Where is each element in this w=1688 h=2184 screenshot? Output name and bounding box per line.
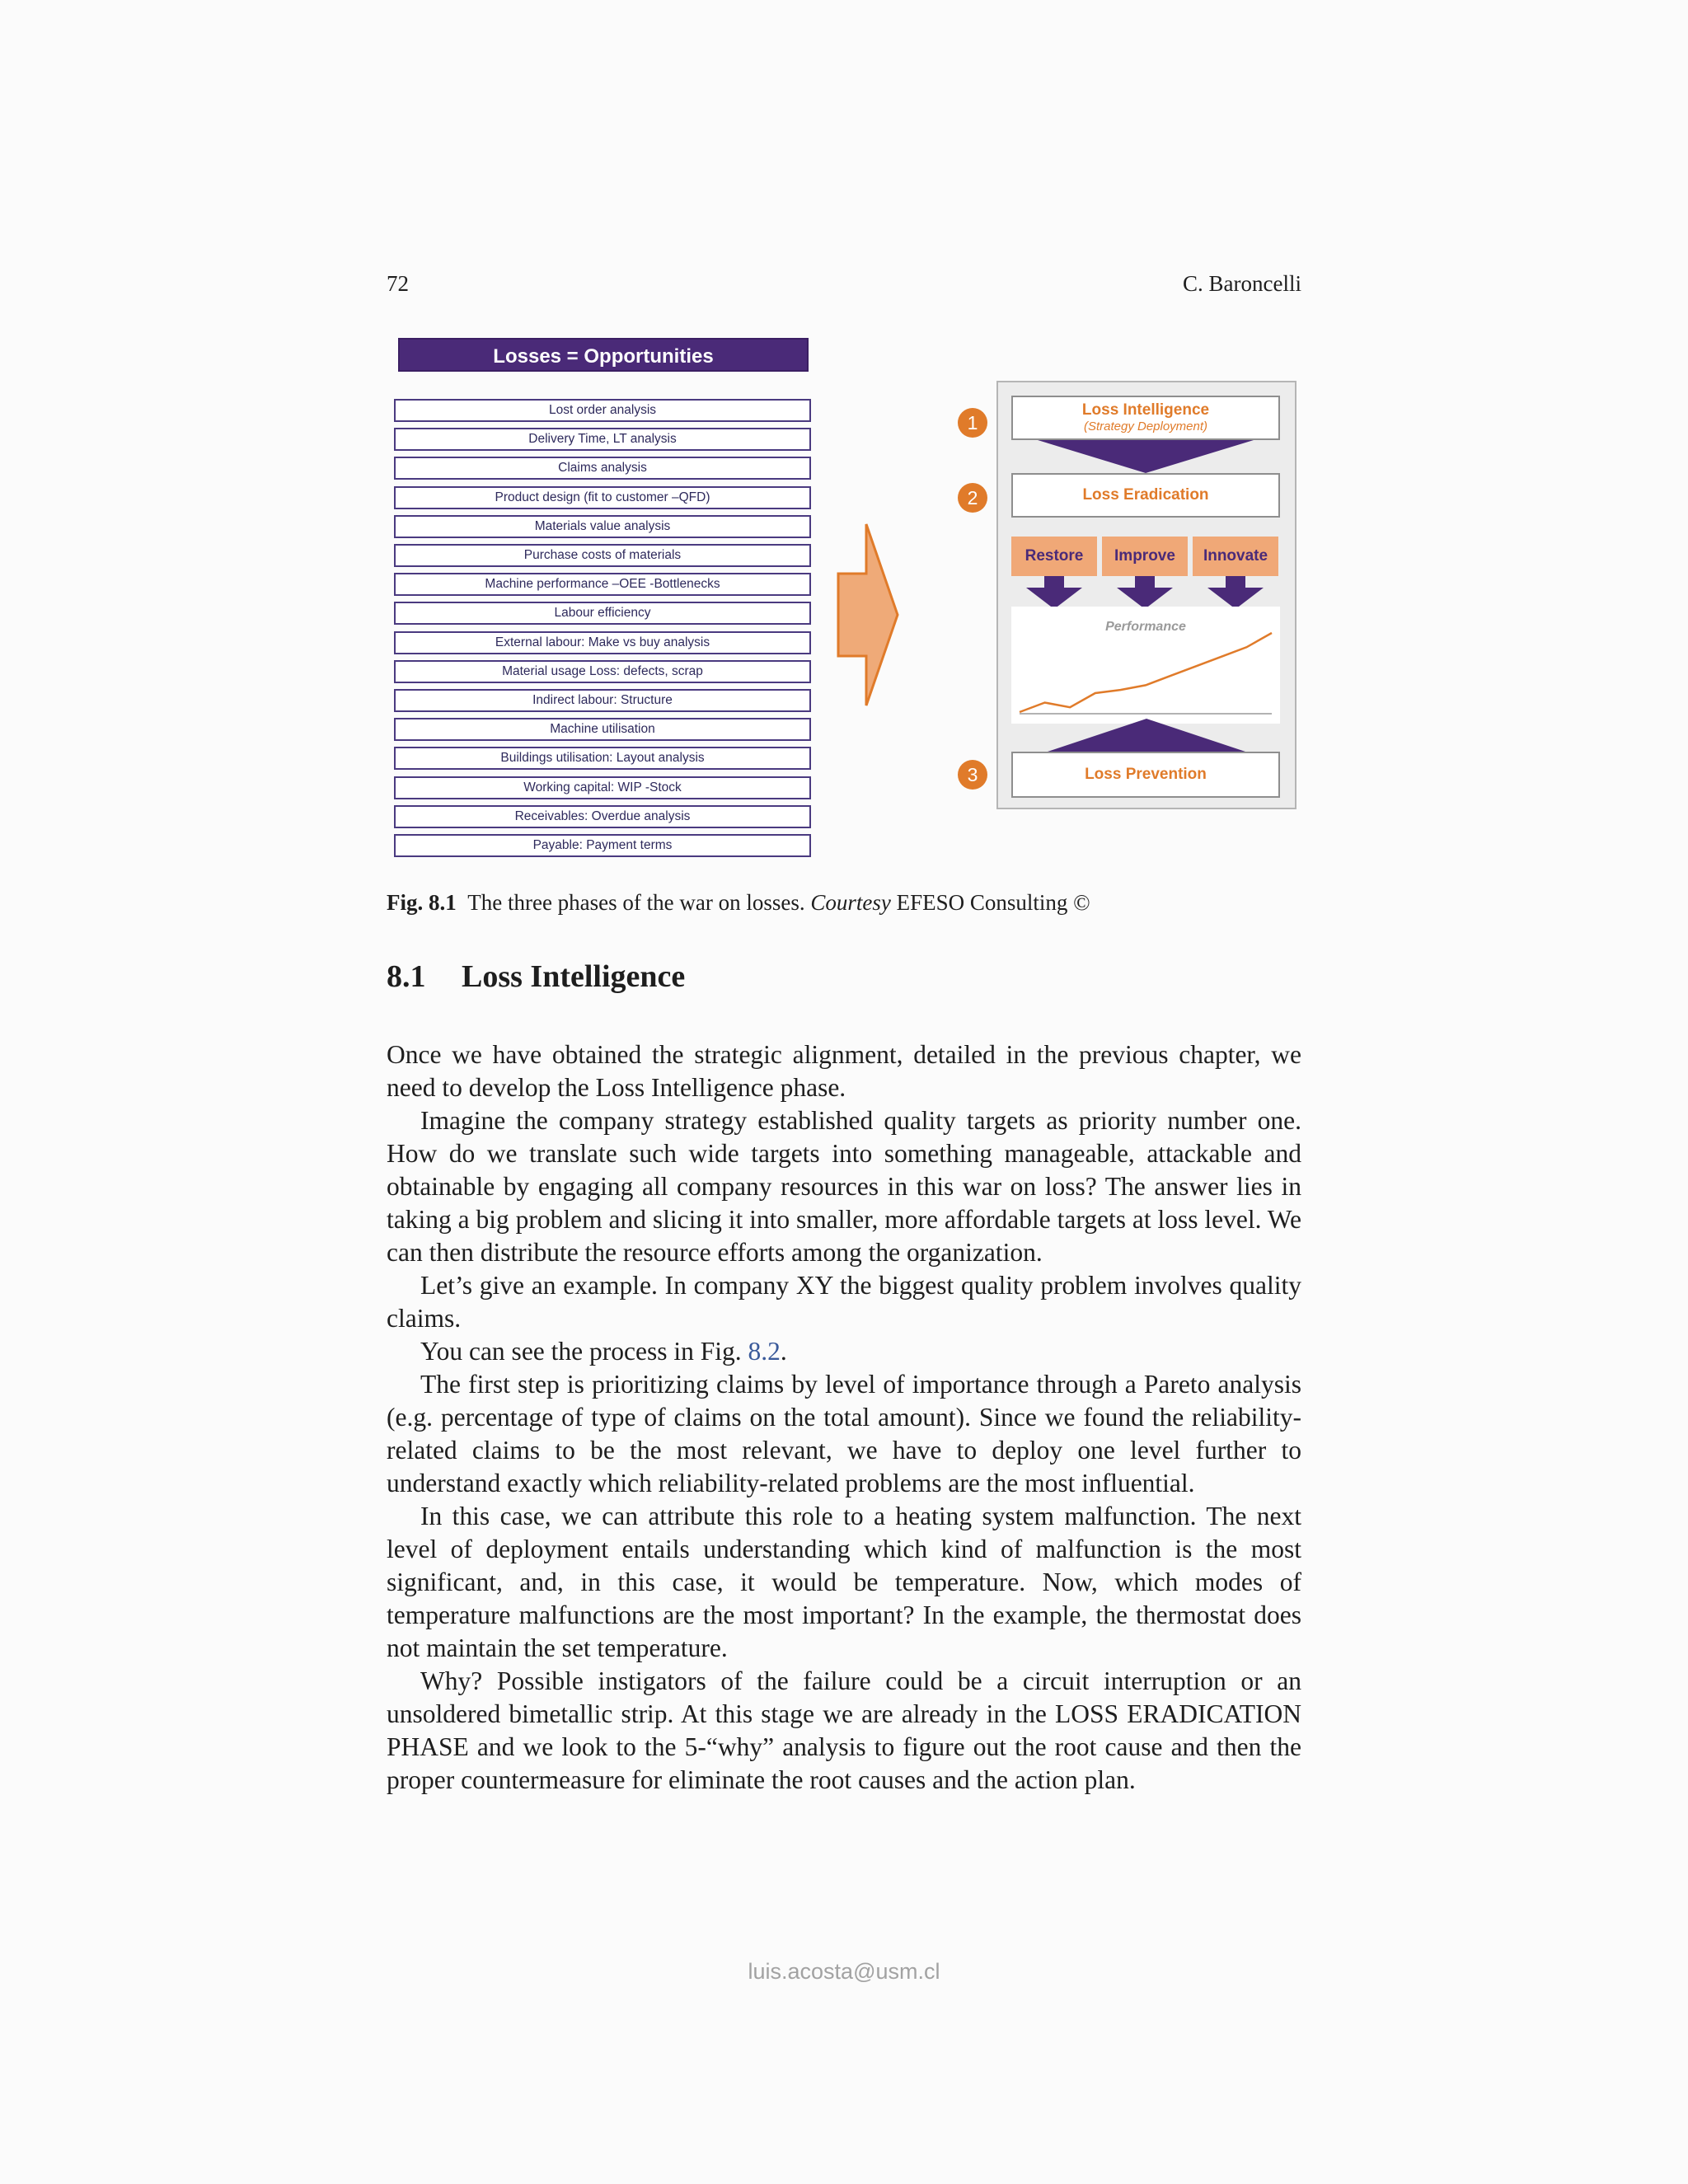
phase-subtitle-strategy-deployment: (Strategy Deployment) — [1083, 419, 1208, 434]
arrow-down-icon — [1207, 576, 1264, 609]
up-triangle-icon — [1048, 719, 1245, 752]
phase-loss-eradication — [1011, 473, 1280, 518]
phase-title-intelligence: Loss Intelligence — [1081, 401, 1210, 419]
paragraph: Why? Possible instigators of the failure could be a circuit interruption or an unsoldered bimetallic strip. At this stage we are already in the LOSS ERADICATION PHASE and we look to the 5-“why” analysis to figure out the root cause and then the proper countermeasure for eliminate the root causes and the action plan. — [387, 1666, 1301, 1794]
paragraph-end: . — [780, 1337, 787, 1366]
phase-title-eradication: Loss Eradication — [1082, 486, 1209, 504]
loss-item: Delivery Time, LT analysis — [394, 428, 811, 451]
arrow-down-icon — [1117, 576, 1173, 609]
figure-reference-link[interactable]: 8.2 — [748, 1337, 781, 1366]
body-text — [387, 1038, 1301, 1797]
section-title: Loss Intelligence — [462, 959, 686, 994]
figure-8-1 — [387, 330, 1301, 865]
caption-credit: EFESO Consulting © — [896, 890, 1090, 915]
caption-text: The three phases of the war on losses. — [467, 890, 805, 915]
paragraph-text: You can see the process in Fig. — [420, 1337, 742, 1366]
loss-item: Claims analysis — [394, 457, 811, 480]
phase-loss-prevention — [1011, 752, 1280, 798]
page-number: 72 — [387, 271, 409, 296]
performance-chart — [1011, 607, 1280, 724]
performance-label: Performance — [1105, 620, 1186, 634]
loss-item: Indirect labour: Structure — [394, 689, 811, 712]
section-number: 8.1 — [387, 959, 426, 994]
action-innovate: Innovate — [1193, 537, 1278, 576]
phases-panel — [996, 381, 1296, 809]
phase-title-prevention: Loss Prevention — [1085, 766, 1207, 783]
paragraph: Once we have obtained the strategic alignment, detailed in the previous chapter, we need to develop the Loss Intelligence phase. — [387, 1040, 1301, 1102]
caption-courtesy: Courtesy — [810, 890, 891, 915]
paragraph: Let’s give an example. In company XY the biggest quality problem involves quality claims. — [387, 1271, 1301, 1333]
transition-arrow-icon — [837, 523, 899, 707]
loss-item: Product design (fit to customer –QFD) — [394, 486, 811, 509]
loss-item: External labour: Make vs buy analysis — [394, 631, 811, 654]
figure-caption — [387, 888, 1301, 917]
paragraph: Imagine the company strategy established quality targets as priority number one. How do we translate such wide targets into something manageable, attackable and obtainable by engaging all company resources in this war on loss? The answer lies in taking a big problem and slicing it into smaller, more affordable targets at loss level. We can then distribute the resource efforts among the organization. — [387, 1106, 1301, 1267]
loss-item: Material usage Loss: defects, scrap — [394, 660, 811, 683]
arrow-down-icon — [1026, 576, 1082, 609]
loss-item: Lost order analysis — [394, 399, 811, 422]
losses-opportunities-title: Losses = Opportunities — [398, 338, 809, 372]
paragraph: The first step is prioritizing claims by level of importance through a Pareto analysis (e.g. percentage of type of claims on the total amount). Since we found the reliability-related claims to be the most relevant, we have to deploy one level further to understand exactly which reliability-related problems are the most influential. — [387, 1370, 1301, 1497]
section-heading — [387, 956, 685, 997]
loss-item: Machine performance –OEE -Bottlenecks — [394, 573, 811, 596]
phase-number-3: 3 — [958, 760, 987, 790]
paragraph — [387, 1335, 1301, 1368]
down-triangle-icon — [1038, 440, 1254, 473]
running-head — [387, 269, 1301, 298]
action-improve: Improve — [1102, 537, 1188, 576]
paragraph: In this case, we can attribute this role to a heating system malfunction. The next level of deployment entails understanding which kind of malfunction is the most significant, and, in this case, it would be temperature. Now, which modes of temperature malfunctions are the most important? In the example, the thermostat does not maintain the set temperature. — [387, 1502, 1301, 1662]
action-arrows — [1011, 576, 1280, 609]
loss-item: Payable: Payment terms — [394, 834, 811, 857]
phase-number-1: 1 — [958, 408, 987, 438]
loss-item: Machine utilisation — [394, 718, 811, 741]
performance-trend-line — [1020, 633, 1272, 712]
loss-item: Materials value analysis — [394, 515, 811, 538]
loss-item: Labour efficiency — [394, 602, 811, 625]
action-restore: Restore — [1011, 537, 1097, 576]
running-author: C. Baroncelli — [1183, 271, 1301, 296]
footer-email: luis.acosta@usm.cl — [748, 1959, 940, 1984]
loss-item: Working capital: WIP -Stock — [394, 776, 811, 799]
loss-item: Purchase costs of materials — [394, 544, 811, 567]
phase-number-2: 2 — [958, 483, 987, 513]
loss-item: Receivables: Overdue analysis — [394, 805, 811, 828]
phase-loss-intelligence — [1011, 396, 1280, 440]
caption-label: Fig. 8.1 — [387, 890, 457, 915]
loss-item: Buildings utilisation: Layout analysis — [394, 747, 811, 770]
